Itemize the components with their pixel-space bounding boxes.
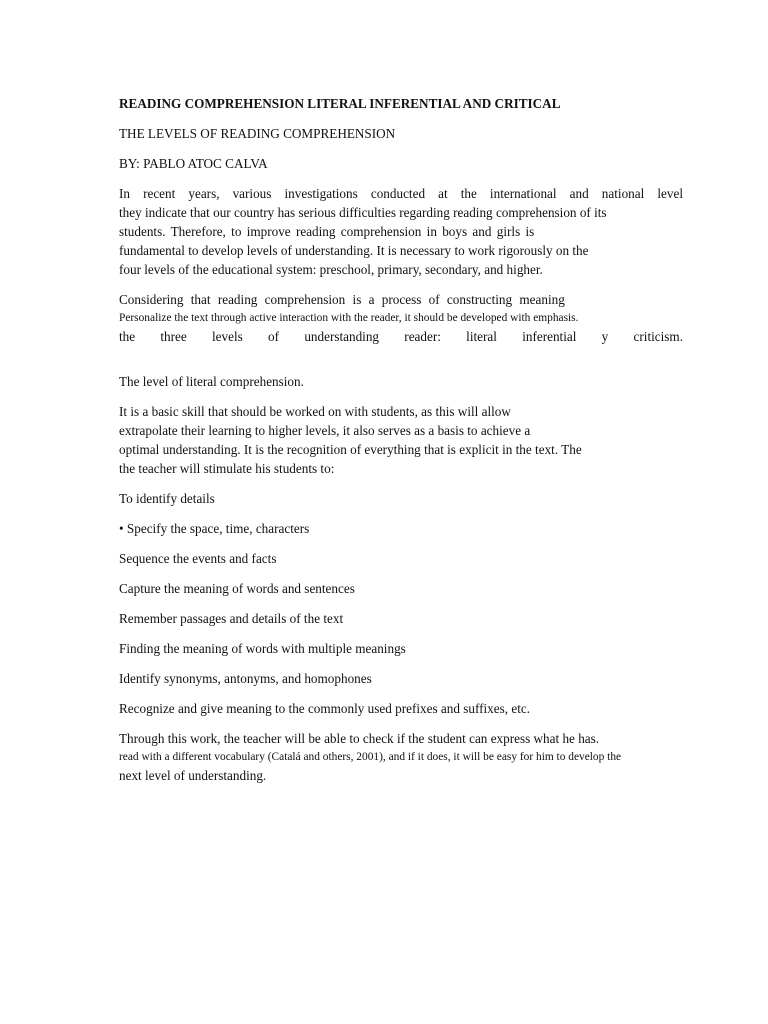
list-item: Recognize and give meaning to the commonly used prefixes and suffixes, etc. bbox=[119, 701, 531, 716]
paragraph-line: In recent years, various investigations conducted at the international and national level bbox=[119, 186, 683, 201]
document-title: READING COMPREHENSION LITERAL INFERENTIAL AND CRITICAL bbox=[119, 96, 561, 111]
paragraph-line: the teacher will stimulate his students to: bbox=[119, 461, 335, 476]
paragraph-line: read with a different vocabulary (Catalá and others, 2001), and if it does, it will be easy for him to develop the bbox=[119, 751, 622, 763]
paragraph-line: students. Therefore, to improve reading comprehension in boys and girls is bbox=[119, 224, 535, 239]
paragraph-line: optimal understanding. It is the recognition of everything that is explicit in the text. The bbox=[119, 442, 582, 457]
document-byline: BY: PABLO ATOC CALVA bbox=[119, 156, 268, 171]
list-item: To identify details bbox=[119, 491, 215, 506]
list-item: Finding the meaning of words with multiple meanings bbox=[119, 641, 406, 656]
paragraph-intro bbox=[119, 184, 683, 279]
section-heading: The level of literal comprehension. bbox=[119, 374, 304, 389]
paragraph-line: the three levels of understanding reader: literal inferential y criticism. bbox=[119, 329, 683, 344]
paragraph-line: Considering that reading comprehension is a process of constructing meaning bbox=[119, 292, 565, 307]
list-item: Remember passages and details of the text bbox=[119, 611, 344, 626]
list-item: Sequence the events and facts bbox=[119, 551, 277, 566]
list-item: • Specify the space, time, characters bbox=[119, 521, 310, 536]
paragraph-line: Through this work, the teacher will be able to check if the student can express what he has. bbox=[119, 731, 600, 746]
paragraph-line: they indicate that our country has serious difficulties regarding reading comprehension of its bbox=[119, 205, 607, 220]
paragraph-considering bbox=[119, 290, 683, 346]
paragraph-line: next level of understanding. bbox=[119, 768, 267, 783]
paragraph-line: It is a basic skill that should be worked on with students, as this will allow bbox=[119, 404, 511, 419]
list-item: Identify synonyms, antonyms, and homophones bbox=[119, 671, 372, 686]
paragraph-conclusion bbox=[119, 729, 683, 785]
list-item: Capture the meaning of words and sentences bbox=[119, 581, 355, 596]
paragraph-line: four levels of the educational system: preschool, primary, secondary, and higher. bbox=[119, 262, 543, 277]
paragraph-line: extrapolate their learning to higher levels, it also serves as a basis to achieve a bbox=[119, 423, 531, 438]
paragraph-line: Personalize the text through active interaction with the reader, it should be developed with emphasis. bbox=[119, 312, 579, 324]
document-subtitle: THE LEVELS OF READING COMPREHENSION bbox=[119, 126, 396, 141]
paragraph-literal bbox=[119, 402, 683, 478]
paragraph-line: fundamental to develop levels of understanding. It is necessary to work rigorously on the bbox=[119, 243, 589, 258]
document-body bbox=[119, 94, 683, 785]
